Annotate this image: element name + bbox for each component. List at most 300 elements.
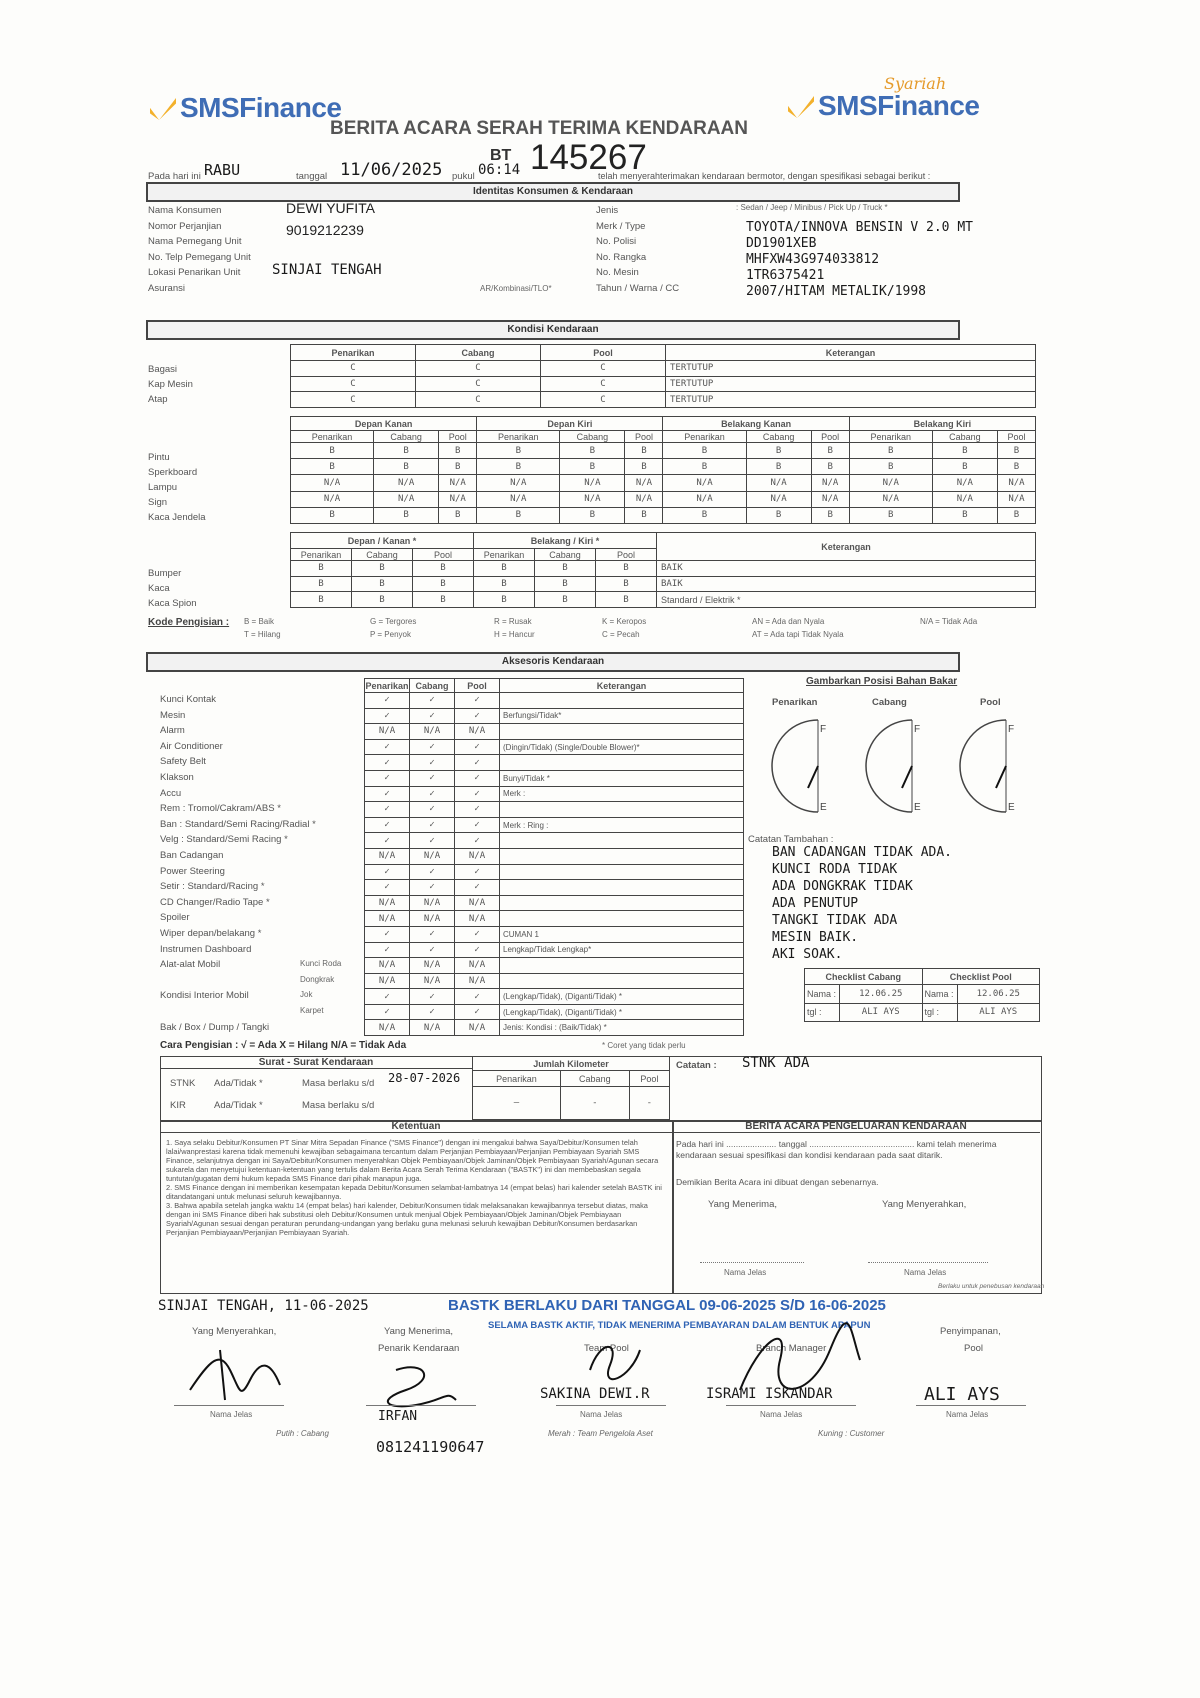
mark: B bbox=[560, 459, 625, 475]
row-bagasi: Bagasi bbox=[148, 364, 178, 375]
mark: ✓ bbox=[455, 989, 500, 1005]
gauge-needle bbox=[902, 766, 912, 788]
catatan-tambahan-label: Catatan Tambahan : bbox=[748, 834, 834, 845]
mark: N/A bbox=[849, 491, 932, 507]
mark: ✓ bbox=[410, 770, 455, 786]
aks-ket bbox=[500, 755, 744, 771]
intro-day-label: Pada hari ini bbox=[148, 171, 201, 182]
sig-nama-jelas: Nama Jelas bbox=[760, 1410, 803, 1419]
catatan-line: BAN CADANGAN TIDAK ADA. bbox=[772, 845, 953, 860]
mark: B bbox=[997, 507, 1035, 523]
mark: ✓ bbox=[410, 755, 455, 771]
mark: N/A bbox=[365, 973, 410, 989]
sub-header: Pool bbox=[997, 431, 1035, 443]
mark: C bbox=[416, 392, 541, 408]
mark: C bbox=[291, 376, 416, 392]
fuel-gauge bbox=[958, 716, 1024, 816]
mark: ✓ bbox=[365, 802, 410, 818]
row-kap-mesin: Kap Mesin bbox=[148, 379, 193, 390]
intro-rest: telah menyerahterimakan kendaraan bermotor, dengan spesifikasi sebagai berikut : bbox=[598, 171, 931, 181]
checklist-cabang-title: Checklist Cabang bbox=[805, 969, 923, 985]
cara-pengisian: Cara Pengisian : √ = Ada X = Hilang N/A = Tidak Ada bbox=[160, 1040, 407, 1051]
bbm-title: Gambarkan Posisi Bahan Bakar bbox=[806, 676, 958, 687]
kode-item: P = Penyok bbox=[370, 630, 411, 639]
ketentuan-list bbox=[166, 1138, 666, 1237]
mark: B bbox=[746, 443, 811, 459]
kir-options: Ada/Tidak * bbox=[214, 1100, 263, 1111]
mark: B bbox=[474, 576, 535, 592]
checklist-cabang-tgl: ALI AYS bbox=[840, 1003, 923, 1022]
mark: N/A bbox=[365, 958, 410, 974]
sig-nama-jelas: Nama Jelas bbox=[580, 1410, 623, 1419]
coret-note: * Coret yang tidak perlu bbox=[602, 1041, 686, 1050]
label-polisi: No. Polisi bbox=[596, 236, 637, 247]
tahun-value: 2007/HITAM METALIK/1998 bbox=[746, 284, 927, 299]
mark: B bbox=[560, 507, 625, 523]
sub-header: Pool bbox=[439, 431, 477, 443]
aks-ket: (Dingin/Tidak) (Single/Double Blower)* bbox=[500, 739, 744, 755]
kode-item: AT = Ada tapi Tidak Nyala bbox=[752, 630, 844, 639]
mark: B bbox=[625, 507, 663, 523]
gauge-f-label: F bbox=[914, 724, 921, 735]
checklist-tgl-label: tgl : bbox=[922, 1003, 957, 1022]
checklist-pool-nama: 12.06.25 bbox=[957, 985, 1040, 1004]
stnk-masa-label: Masa berlaku s/d bbox=[302, 1078, 375, 1089]
kode-item: K = Keropos bbox=[602, 617, 647, 626]
mark: B bbox=[474, 561, 535, 577]
pengeluaran-note: Berlaku untuk penebusan kendaraan bbox=[938, 1283, 1045, 1290]
mark: B bbox=[477, 507, 560, 523]
mark: ✓ bbox=[410, 989, 455, 1005]
sig-name-team-pool: SAKINA DEWI.R bbox=[540, 1386, 650, 1402]
identity-left-labels bbox=[148, 203, 251, 296]
checklist-pool-title: Checklist Pool bbox=[922, 969, 1040, 985]
checklist-nama-label: Nama : bbox=[922, 985, 957, 1004]
sig-label-3: Team Pool bbox=[584, 1343, 629, 1354]
sign-line bbox=[556, 1405, 666, 1406]
label-nomor-perjanjian: Nomor Perjanjian bbox=[148, 220, 222, 232]
mark: ✓ bbox=[410, 786, 455, 802]
mark: B bbox=[291, 561, 352, 577]
nama-konsumen-value: DEWI YUFITA bbox=[286, 200, 375, 216]
t1-header: Penarikan bbox=[291, 345, 416, 361]
t1-ket: TERTUTUP bbox=[666, 361, 1036, 377]
mark: ✓ bbox=[365, 770, 410, 786]
mark: B bbox=[439, 459, 477, 475]
mark: N/A bbox=[410, 724, 455, 740]
aks-ket: CUMAN 1 bbox=[500, 926, 744, 942]
aks-row-label: Spoiler bbox=[160, 912, 190, 924]
row-sperkboard: Sperkboard bbox=[148, 467, 198, 478]
km-header: Pool bbox=[629, 1071, 669, 1087]
mark: C bbox=[291, 392, 416, 408]
aks-row-label: Velg : Standard/Semi Racing * bbox=[160, 834, 288, 846]
doors-row-labels bbox=[148, 450, 206, 525]
mark: B bbox=[535, 576, 596, 592]
aks-ket bbox=[500, 724, 744, 740]
mark: N/A bbox=[374, 491, 439, 507]
row-kaca: Kaca bbox=[148, 583, 170, 594]
mark: N/A bbox=[625, 491, 663, 507]
mark: B bbox=[439, 443, 477, 459]
mark: N/A bbox=[291, 475, 374, 491]
mark: ✓ bbox=[455, 693, 500, 709]
t3-standard: Standard / Elektrik * bbox=[657, 592, 1036, 608]
t3-row-labels bbox=[148, 566, 197, 611]
phone-number: 081241190647 bbox=[376, 1438, 485, 1456]
sub-header: Penarikan bbox=[477, 431, 560, 443]
mark: B bbox=[291, 443, 374, 459]
mark: N/A bbox=[455, 973, 500, 989]
sub-header: Penarikan bbox=[291, 549, 352, 561]
aks-row-label: Kunci Kontak bbox=[160, 694, 216, 705]
mark: B bbox=[352, 576, 413, 592]
sub-header: Pool bbox=[625, 431, 663, 443]
mark: B bbox=[663, 459, 746, 475]
aks-ket: (Lengkap/Tidak), (Diganti/Tidak) * bbox=[500, 1004, 744, 1020]
mark: ✓ bbox=[365, 989, 410, 1005]
kode-item: T = Hilang bbox=[244, 630, 281, 639]
bbm-label-pool: Pool bbox=[980, 697, 1001, 708]
doors-header: Belakang Kiri bbox=[849, 417, 1035, 431]
sig-name-penarik: IRFAN bbox=[378, 1409, 418, 1424]
mark: C bbox=[291, 361, 416, 377]
sig-label-1: Yang Menyerahkan, bbox=[192, 1326, 277, 1337]
aks-row-label: Air Conditioner bbox=[160, 740, 223, 752]
mark: B bbox=[849, 443, 932, 459]
pengeluaran-text1: Pada hari ini ..................... tanggal ............................................ kami telah menerima kendaraan sesuai spesifikasi dan kondisi kendaraan pada saat ditarik. bbox=[676, 1139, 997, 1160]
mark: B bbox=[352, 592, 413, 608]
kode-item: R = Rusak bbox=[494, 617, 532, 626]
mark: ✓ bbox=[455, 880, 500, 896]
selama-notice: SELAMA BASTK AKTIF, TIDAK MENERIMA PEMBAYARAN DALAM BENTUK APAPUN bbox=[488, 1320, 871, 1331]
mark: N/A bbox=[932, 491, 997, 507]
mark: B bbox=[413, 576, 474, 592]
catatan-tambahan-lines bbox=[772, 844, 952, 963]
mark: ✓ bbox=[365, 786, 410, 802]
role-kuning: Kuning : Customer bbox=[818, 1429, 885, 1438]
kondisi-table-1 bbox=[290, 344, 1036, 408]
label-mesin: No. Mesin bbox=[596, 267, 639, 278]
mark: ✓ bbox=[410, 739, 455, 755]
aks-header: Keterangan bbox=[500, 679, 744, 693]
sig-nama-jelas: Nama Jelas bbox=[210, 1410, 253, 1419]
mark: N/A bbox=[932, 475, 997, 491]
sub-header: Cabang bbox=[932, 431, 997, 443]
mark: ✓ bbox=[365, 926, 410, 942]
ketentuan-title: Ketentuan bbox=[160, 1121, 672, 1133]
mark: ✓ bbox=[365, 708, 410, 724]
doors-header: Depan Kanan bbox=[291, 417, 477, 431]
mark: N/A bbox=[410, 895, 455, 911]
label-asuransi: Asuransi bbox=[148, 282, 185, 294]
mark: N/A bbox=[455, 848, 500, 864]
checklist-cabang-nama: 12.06.25 bbox=[840, 985, 923, 1004]
aksesoris-table bbox=[364, 678, 744, 1036]
bt-prefix: BT bbox=[490, 147, 512, 164]
logo-mark-icon bbox=[788, 96, 814, 118]
mark: C bbox=[541, 376, 666, 392]
mark: N/A bbox=[663, 475, 746, 491]
aks-ket: Merk : Ring : bbox=[500, 817, 744, 833]
mark: B bbox=[625, 443, 663, 459]
aks-ket: Lengkap/Tidak Lengkap* bbox=[500, 942, 744, 958]
km-header: Cabang bbox=[560, 1071, 629, 1087]
mark: N/A bbox=[365, 724, 410, 740]
mark: N/A bbox=[560, 491, 625, 507]
pengeluaran-yang-menerima: Yang Menerima, bbox=[708, 1199, 777, 1210]
section-kondisi: Kondisi Kendaraan bbox=[146, 320, 960, 340]
mark: N/A bbox=[365, 848, 410, 864]
checklist-table bbox=[804, 968, 1040, 1022]
gauge-f-label: F bbox=[1008, 724, 1015, 735]
doors-header: Belakang Kanan bbox=[663, 417, 849, 431]
mark: B bbox=[932, 459, 997, 475]
signature-penyerah bbox=[180, 1330, 300, 1410]
kode-item: AN = Ada dan Nyala bbox=[752, 617, 825, 626]
mark: B bbox=[746, 507, 811, 523]
intro-day: RABU bbox=[204, 161, 241, 179]
ketentuan-item: 3. Bahwa apabila setelah jangka waktu 14 (empat belas) hari kalender, Debitur/Konsumen tidak melaksanakan kewajibannya tersebut diatas, maka dengan ini SMS Finance diberi hak substitusi oleh Debitur/Konsumen untuk menjual Objek Pembiayaan/Objek Jaminan/Objek Pembiayaan Syariah/Agunan sesuai dengan peraturan perundang-undangan yang berlaku guna melunasi seluruh kewajiban Debitur/Konsumen berdasarkan Perjanjian Pembiayaan/Perjanjian Pembiayaan Syariah. bbox=[166, 1201, 648, 1237]
lokasi-value: SINJAI TENGAH bbox=[272, 262, 382, 278]
pengeluaran-yang-menyerahkan: Yang Menyerahkan, bbox=[882, 1199, 967, 1210]
aks-ket bbox=[500, 895, 744, 911]
aks-sub-label: Karpet bbox=[300, 1006, 324, 1015]
mesin-value: 1TR6375421 bbox=[746, 268, 825, 283]
t3-header: Keterangan bbox=[657, 533, 1036, 561]
catatan-line: ADA PENUTUP bbox=[772, 896, 859, 911]
t3-ket: BAIK bbox=[657, 576, 1036, 592]
row-lampu: Lampu bbox=[148, 482, 178, 493]
mark: N/A bbox=[811, 491, 849, 507]
syariah-label: Syariah bbox=[884, 74, 947, 93]
aks-row-label: Klakson bbox=[160, 772, 194, 783]
ketentuan-item: 1. Saya selaku Debitur/Konsumen PT Sinar Mitra Sepadan Finance ("SMS Finance") dengan ini mengakui bahwa Saya/Debitur/Konsumen telah lalai/wanprestasi karena tidak memenuhi kewajiban sebagaimana tercantum dalam Perjanjian Pembiayaan/Perjanjian Pembiayaan Syariah SMS Finance, selanjutnya dengan ini Saya/Debitur/Konsumen menyerahkan Objek Pembiayaan/Objek Jaminan/Objek Pembiayaan Syariah/Agunan secara sukarela dan menyetujui ketentuan-ketentuan yang tertulis dalam Berita Acara Serah Terima Kendaraan ("BASTK") ini dan membebaskan segala tuntutan/gugatan demi hukum kepada SMS Finance dari pihak manapun juga. bbox=[166, 1138, 659, 1183]
surat-title: Surat - Surat Kendaraan bbox=[160, 1057, 472, 1069]
mark: N/A bbox=[410, 1020, 455, 1036]
stnk-label: STNK bbox=[170, 1078, 196, 1089]
checklist-nama-label: Nama : bbox=[805, 985, 840, 1004]
mark: N/A bbox=[997, 475, 1035, 491]
mark: N/A bbox=[849, 475, 932, 491]
aks-ket bbox=[500, 973, 744, 989]
pengeluaran-title: BERITA ACARA PENGELUARAN KENDARAAN bbox=[672, 1121, 1040, 1133]
catatan-line: MESIN BAIK. bbox=[772, 930, 859, 945]
km-value: - bbox=[629, 1087, 669, 1120]
gauge-needle bbox=[996, 766, 1006, 788]
mark: ✓ bbox=[410, 817, 455, 833]
logo-mark-icon bbox=[150, 98, 176, 120]
sign-line bbox=[916, 1405, 1026, 1406]
mark: N/A bbox=[455, 911, 500, 927]
mark: B bbox=[535, 561, 596, 577]
mark: ✓ bbox=[410, 864, 455, 880]
mark: ✓ bbox=[455, 739, 500, 755]
mark: B bbox=[811, 443, 849, 459]
sub-header: Cabang bbox=[535, 549, 596, 561]
sms-finance-logo-right bbox=[788, 90, 979, 122]
mark: N/A bbox=[365, 911, 410, 927]
ketentuan-item: 2. SMS Finance dengan ini memberikan kesempatan kepada Debitur/Konsumen selambat-lambatnya 14 (empat belas) hari kalender setelah BASTK ini ditandatangani untuk melunasi seluruh kewajibannya. bbox=[166, 1183, 662, 1201]
catatan-line: TANGKI TIDAK ADA bbox=[772, 913, 898, 928]
sub-header: Penarikan bbox=[663, 431, 746, 443]
mark: N/A bbox=[439, 491, 477, 507]
aks-ket bbox=[500, 880, 744, 896]
mark: N/A bbox=[477, 475, 560, 491]
logo-text: SMSFinance bbox=[180, 92, 342, 123]
sig-label-5: Penyimpanan, bbox=[940, 1326, 1001, 1337]
catatan-value: STNK ADA bbox=[742, 1055, 810, 1071]
aks-row-label: Ban : Standard/Semi Racing/Radial * bbox=[160, 818, 316, 830]
aks-row-label: Instrumen Dashboard bbox=[160, 943, 252, 955]
kode-label: Kode Pengisian : bbox=[148, 617, 230, 628]
mark: ✓ bbox=[365, 755, 410, 771]
mark: ✓ bbox=[365, 817, 410, 833]
row-kaca-spion: Kaca Spion bbox=[148, 598, 197, 609]
sub-header: Cabang bbox=[560, 431, 625, 443]
intro-time-label: pukul bbox=[452, 171, 475, 182]
nomor-perjanjian-value: 9019212239 bbox=[286, 222, 364, 238]
mark: N/A bbox=[625, 475, 663, 491]
mark: C bbox=[416, 376, 541, 392]
t3-header: Belakang / Kiri * bbox=[474, 533, 657, 549]
identity-right-labels bbox=[596, 203, 679, 296]
mark: B bbox=[663, 443, 746, 459]
aks-row-label: Safety Belt bbox=[160, 756, 206, 768]
mark: N/A bbox=[455, 895, 500, 911]
t3-ket: BAIK bbox=[657, 561, 1036, 577]
sms-finance-logo-left bbox=[150, 92, 341, 124]
mark: ✓ bbox=[410, 693, 455, 709]
kir-masa-label: Masa berlaku s/d bbox=[302, 1100, 375, 1111]
mark: ✓ bbox=[365, 833, 410, 849]
label-merk: Merk / Type bbox=[596, 220, 646, 232]
mark: B bbox=[932, 443, 997, 459]
label-jenis: Jenis bbox=[596, 205, 619, 216]
aks-row-label: Power Steering bbox=[160, 865, 225, 877]
row-sign: Sign bbox=[148, 497, 168, 508]
mark: ✓ bbox=[455, 770, 500, 786]
mark: B bbox=[596, 561, 657, 577]
doors-header: Depan Kiri bbox=[477, 417, 663, 431]
stnk-options: Ada/Tidak * bbox=[214, 1078, 263, 1089]
stnk-masa-value: 28-07-2026 bbox=[388, 1071, 461, 1085]
mark: B bbox=[596, 576, 657, 592]
label-nama-konsumen: Nama Konsumen bbox=[148, 205, 222, 216]
aks-ket: Merk : bbox=[500, 786, 744, 802]
mark: ✓ bbox=[410, 942, 455, 958]
sign-line bbox=[726, 1405, 856, 1406]
mark: B bbox=[849, 459, 932, 475]
mark: B bbox=[291, 592, 352, 608]
t1-header: Cabang bbox=[416, 345, 541, 361]
t3-header: Depan / Kanan * bbox=[291, 533, 474, 549]
aks-row-label: Ban Cadangan bbox=[160, 850, 224, 861]
mark: ✓ bbox=[365, 880, 410, 896]
aks-ket bbox=[500, 693, 744, 709]
km-value: — bbox=[473, 1087, 561, 1120]
pengeluaran-sign-line bbox=[868, 1262, 988, 1263]
mark: B bbox=[374, 443, 439, 459]
mark: ✓ bbox=[365, 1004, 410, 1020]
aks-ket bbox=[500, 848, 744, 864]
gauge-f-label: F bbox=[820, 724, 827, 735]
catatan-line: AKI SOAK. bbox=[772, 947, 843, 962]
mark: ✓ bbox=[455, 864, 500, 880]
mark: C bbox=[541, 361, 666, 377]
aks-row-label: Setir : Standard/Racing * bbox=[160, 881, 265, 893]
mark: B bbox=[560, 443, 625, 459]
mark: B bbox=[811, 459, 849, 475]
aks-header: Cabang bbox=[410, 679, 455, 693]
mark: ✓ bbox=[410, 802, 455, 818]
mark: B bbox=[474, 592, 535, 608]
intro-time: 06:14 bbox=[478, 162, 521, 178]
section-aksesoris: Aksesoris Kendaraan bbox=[146, 652, 960, 672]
mark: B bbox=[811, 507, 849, 523]
label-nama-pemegang: Nama Pemegang Unit bbox=[148, 236, 242, 247]
sub-header: Cabang bbox=[352, 549, 413, 561]
label-telp-pemegang: No. Telp Pemegang Unit bbox=[148, 251, 251, 263]
row-kaca-jendela: Kaca Jendela bbox=[148, 512, 206, 523]
aks-sub-label: Dongkrak bbox=[300, 974, 335, 984]
mark: B bbox=[997, 443, 1035, 459]
mark: B bbox=[413, 592, 474, 608]
pengeluaran-sign-line bbox=[700, 1262, 804, 1263]
aks-row-label: CD Changer/Radio Tape * bbox=[160, 896, 270, 908]
mark: N/A bbox=[746, 475, 811, 491]
aks-ket bbox=[500, 802, 744, 818]
sig-nama-jelas: Nama Jelas bbox=[946, 1410, 989, 1419]
aks-row-label: Kondisi Interior Mobil bbox=[160, 990, 249, 1002]
sub-header: Cabang bbox=[746, 431, 811, 443]
aks-header: Penarikan bbox=[365, 680, 409, 691]
mark: N/A bbox=[997, 491, 1035, 507]
bastk-notice: BASTK BERLAKU DARI TANGGAL 09-06-2025 S/D 16-06-2025 bbox=[448, 1297, 886, 1314]
mark: B bbox=[477, 443, 560, 459]
mark: B bbox=[352, 561, 413, 577]
mark: B bbox=[413, 561, 474, 577]
mark: N/A bbox=[560, 475, 625, 491]
mark: B bbox=[477, 459, 560, 475]
mark: ✓ bbox=[365, 942, 410, 958]
mark: ✓ bbox=[455, 755, 500, 771]
mark: ✓ bbox=[455, 833, 500, 849]
signature-team-pool bbox=[580, 1330, 660, 1390]
kode-item: H = Hancur bbox=[494, 630, 535, 639]
mark: ✓ bbox=[455, 786, 500, 802]
mark: B bbox=[535, 592, 596, 608]
row-pintu: Pintu bbox=[148, 452, 170, 463]
place-date: SINJAI TENGAH, 11-06-2025 bbox=[158, 1298, 369, 1314]
mark: ✓ bbox=[410, 708, 455, 724]
km-value: - bbox=[560, 1087, 629, 1120]
gauge-needle bbox=[808, 766, 818, 788]
aks-ket: Jenis: Kondisi : (Baik/Tidak) * bbox=[500, 1020, 744, 1036]
sub-header: Cabang bbox=[374, 431, 439, 443]
kode-item: N/A = Tidak Ada bbox=[920, 617, 978, 626]
aks-sub-label: Kunci Roda bbox=[300, 959, 342, 969]
t1-row-labels bbox=[148, 362, 193, 407]
bt-number: 145267 bbox=[530, 138, 647, 177]
mark: N/A bbox=[455, 1020, 500, 1036]
sub-header: Penarikan bbox=[474, 549, 535, 561]
section-identity: Identitas Konsumen & Kendaraan bbox=[146, 182, 960, 202]
t1-header: Pool bbox=[541, 345, 666, 361]
mark: N/A bbox=[455, 958, 500, 974]
aks-sub-label: Jok bbox=[300, 990, 313, 1000]
fuel-gauge bbox=[864, 716, 930, 816]
